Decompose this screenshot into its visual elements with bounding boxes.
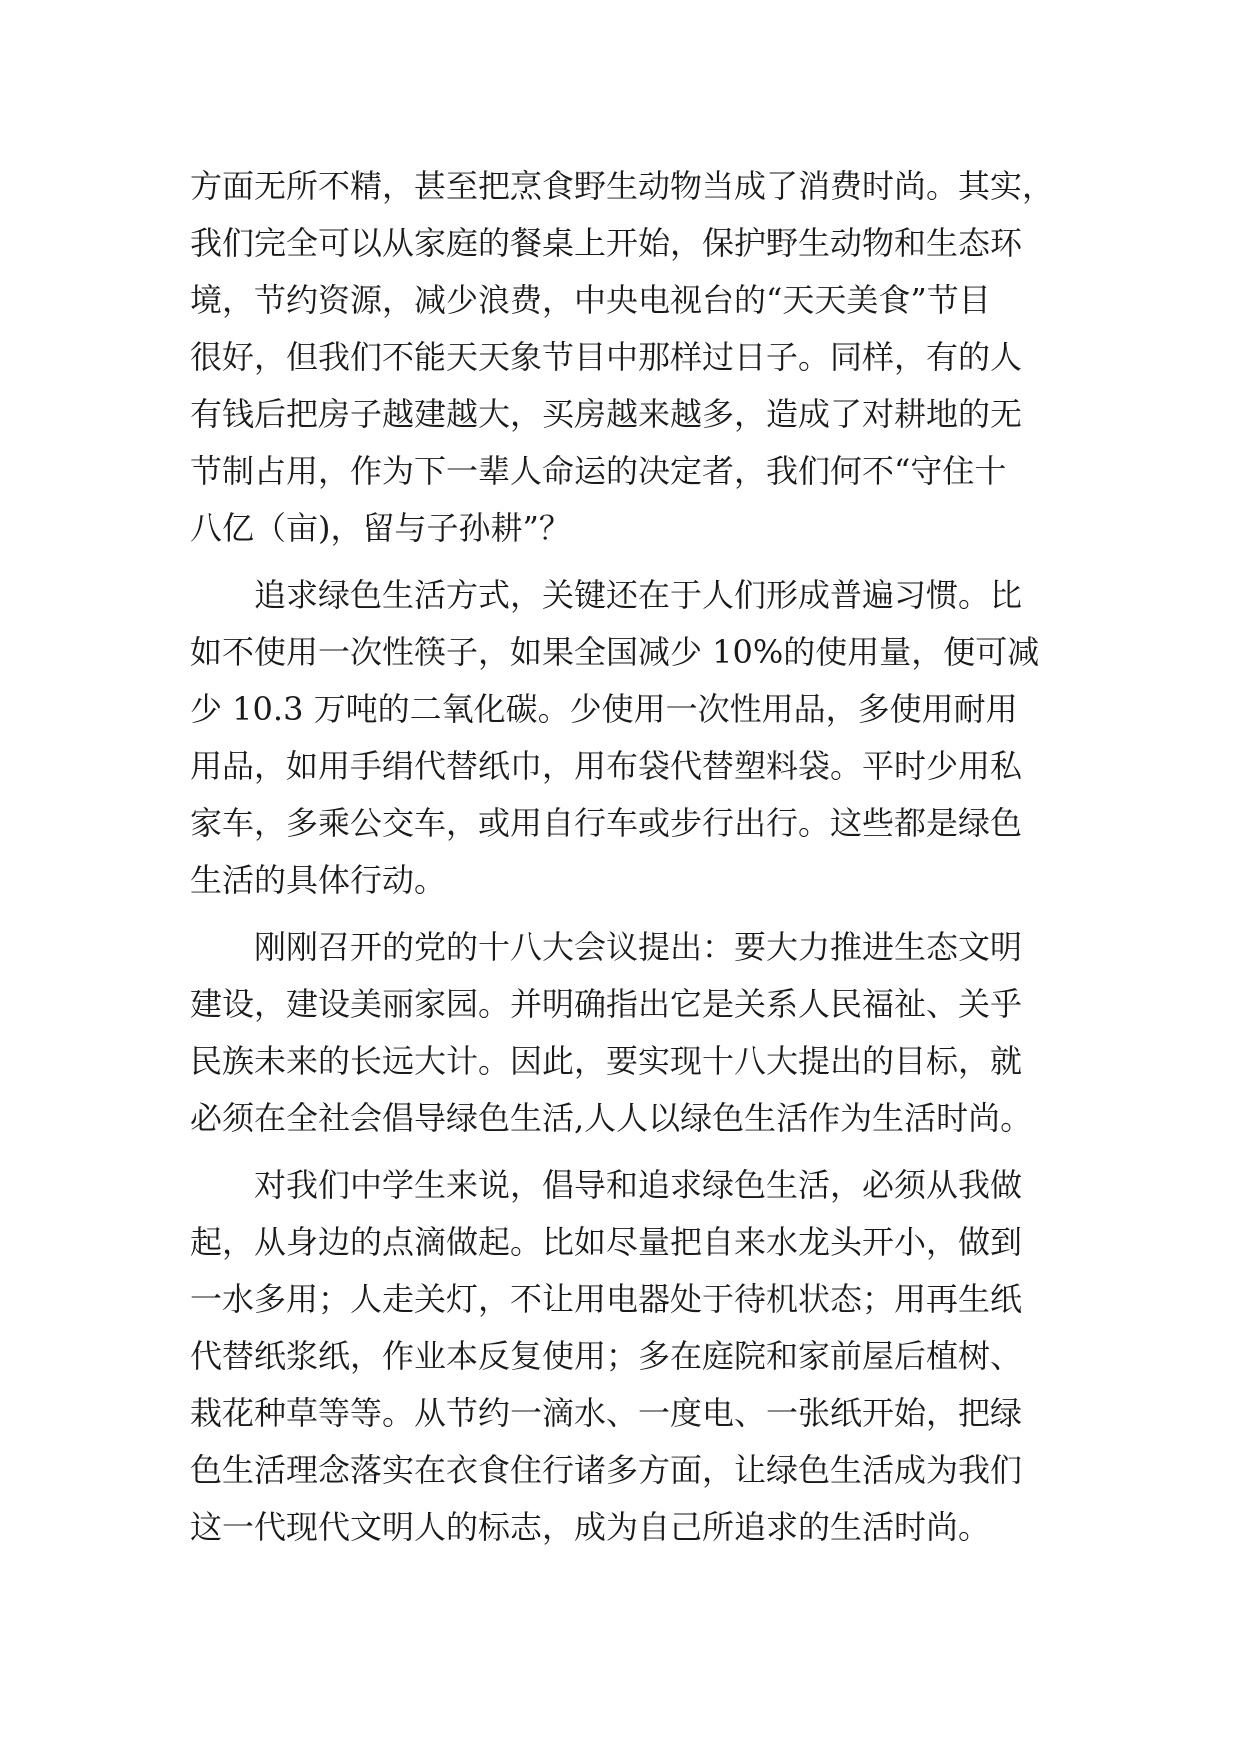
paragraph-start-line: 追求绿色生活方式，关键还在于人们形成普遍习惯。比 <box>190 576 1023 614</box>
text-line: 必须在全社会倡导绿色生活,人人以绿色生活作为生活时尚。 <box>190 1099 1033 1137</box>
text-line: 起，从身边的点滴做起。比如尽量把自来水龙头开小，做到 <box>190 1223 1023 1261</box>
text-line: 境，节约资源，减少浪费，中央电视台的“天天美食”节目 <box>190 281 991 319</box>
paragraph-start-line: 对我们中学生来说，倡导和追求绿色生活，必须从我做 <box>190 1166 1023 1204</box>
text-line: 生活的具体行动。 <box>190 861 447 899</box>
text-line: 代替纸浆纸，作业本反复使用；多在庭院和家前屋后植树、 <box>190 1337 1023 1375</box>
text-line: 有钱后把房子越建越大，买房越来越多，造成了对耕地的无 <box>190 395 1023 433</box>
text-line: 用品，如用手绢代替纸巾，用布袋代替塑料袋。平时少用私 <box>190 747 1023 785</box>
text-line: 建设，建设美丽家园。并明确指出它是关系人民福祉、关乎 <box>190 985 1023 1023</box>
text-line: 一水多用；人走关灯，不让用电器处于待机状态；用再生纸 <box>190 1280 1023 1318</box>
text-line: 节制占用，作为下一辈人命运的决定者，我们何不“守住十 <box>190 452 1007 490</box>
text-line: 方面无所不精，甚至把烹食野生动物当成了消费时尚。其实， <box>190 167 1055 205</box>
text-line: 如不使用一次性筷子，如果全国减少 10%的使用量，便可减 <box>190 633 1040 671</box>
text-line: 家车，多乘公交车，或用自行车或步行出行。这些都是绿色 <box>190 804 1023 842</box>
text-line: 栽花种草等等。从节约一滴水、一度电、一张纸开始，把绿 <box>190 1394 1023 1432</box>
text-line: 这一代现代文明人的标志，成为自己所追求的生活时尚。 <box>190 1508 991 1546</box>
text-line: 色生活理念落实在衣食住行诸多方面，让绿色生活成为我们 <box>190 1451 1023 1489</box>
text-line: 我们完全可以从家庭的餐桌上开始，保护野生动物和生态环 <box>190 224 1023 262</box>
paragraph-start-line: 刚刚召开的党的十八大会议提出：要大力推进生态文明 <box>190 928 1023 966</box>
text-line: 八亿（亩)，留与子孙耕”？ <box>190 509 571 547</box>
text-line: 民族未来的长远大计。因此，要实现十八大提出的目标，就 <box>190 1042 1023 1080</box>
text-line: 少 10.3 万吨的二氧化碳。少使用一次性用品，多使用耐用 <box>190 690 1018 728</box>
text-line: 很好，但我们不能天天象节目中那样过日子。同样，有的人 <box>190 338 1023 376</box>
